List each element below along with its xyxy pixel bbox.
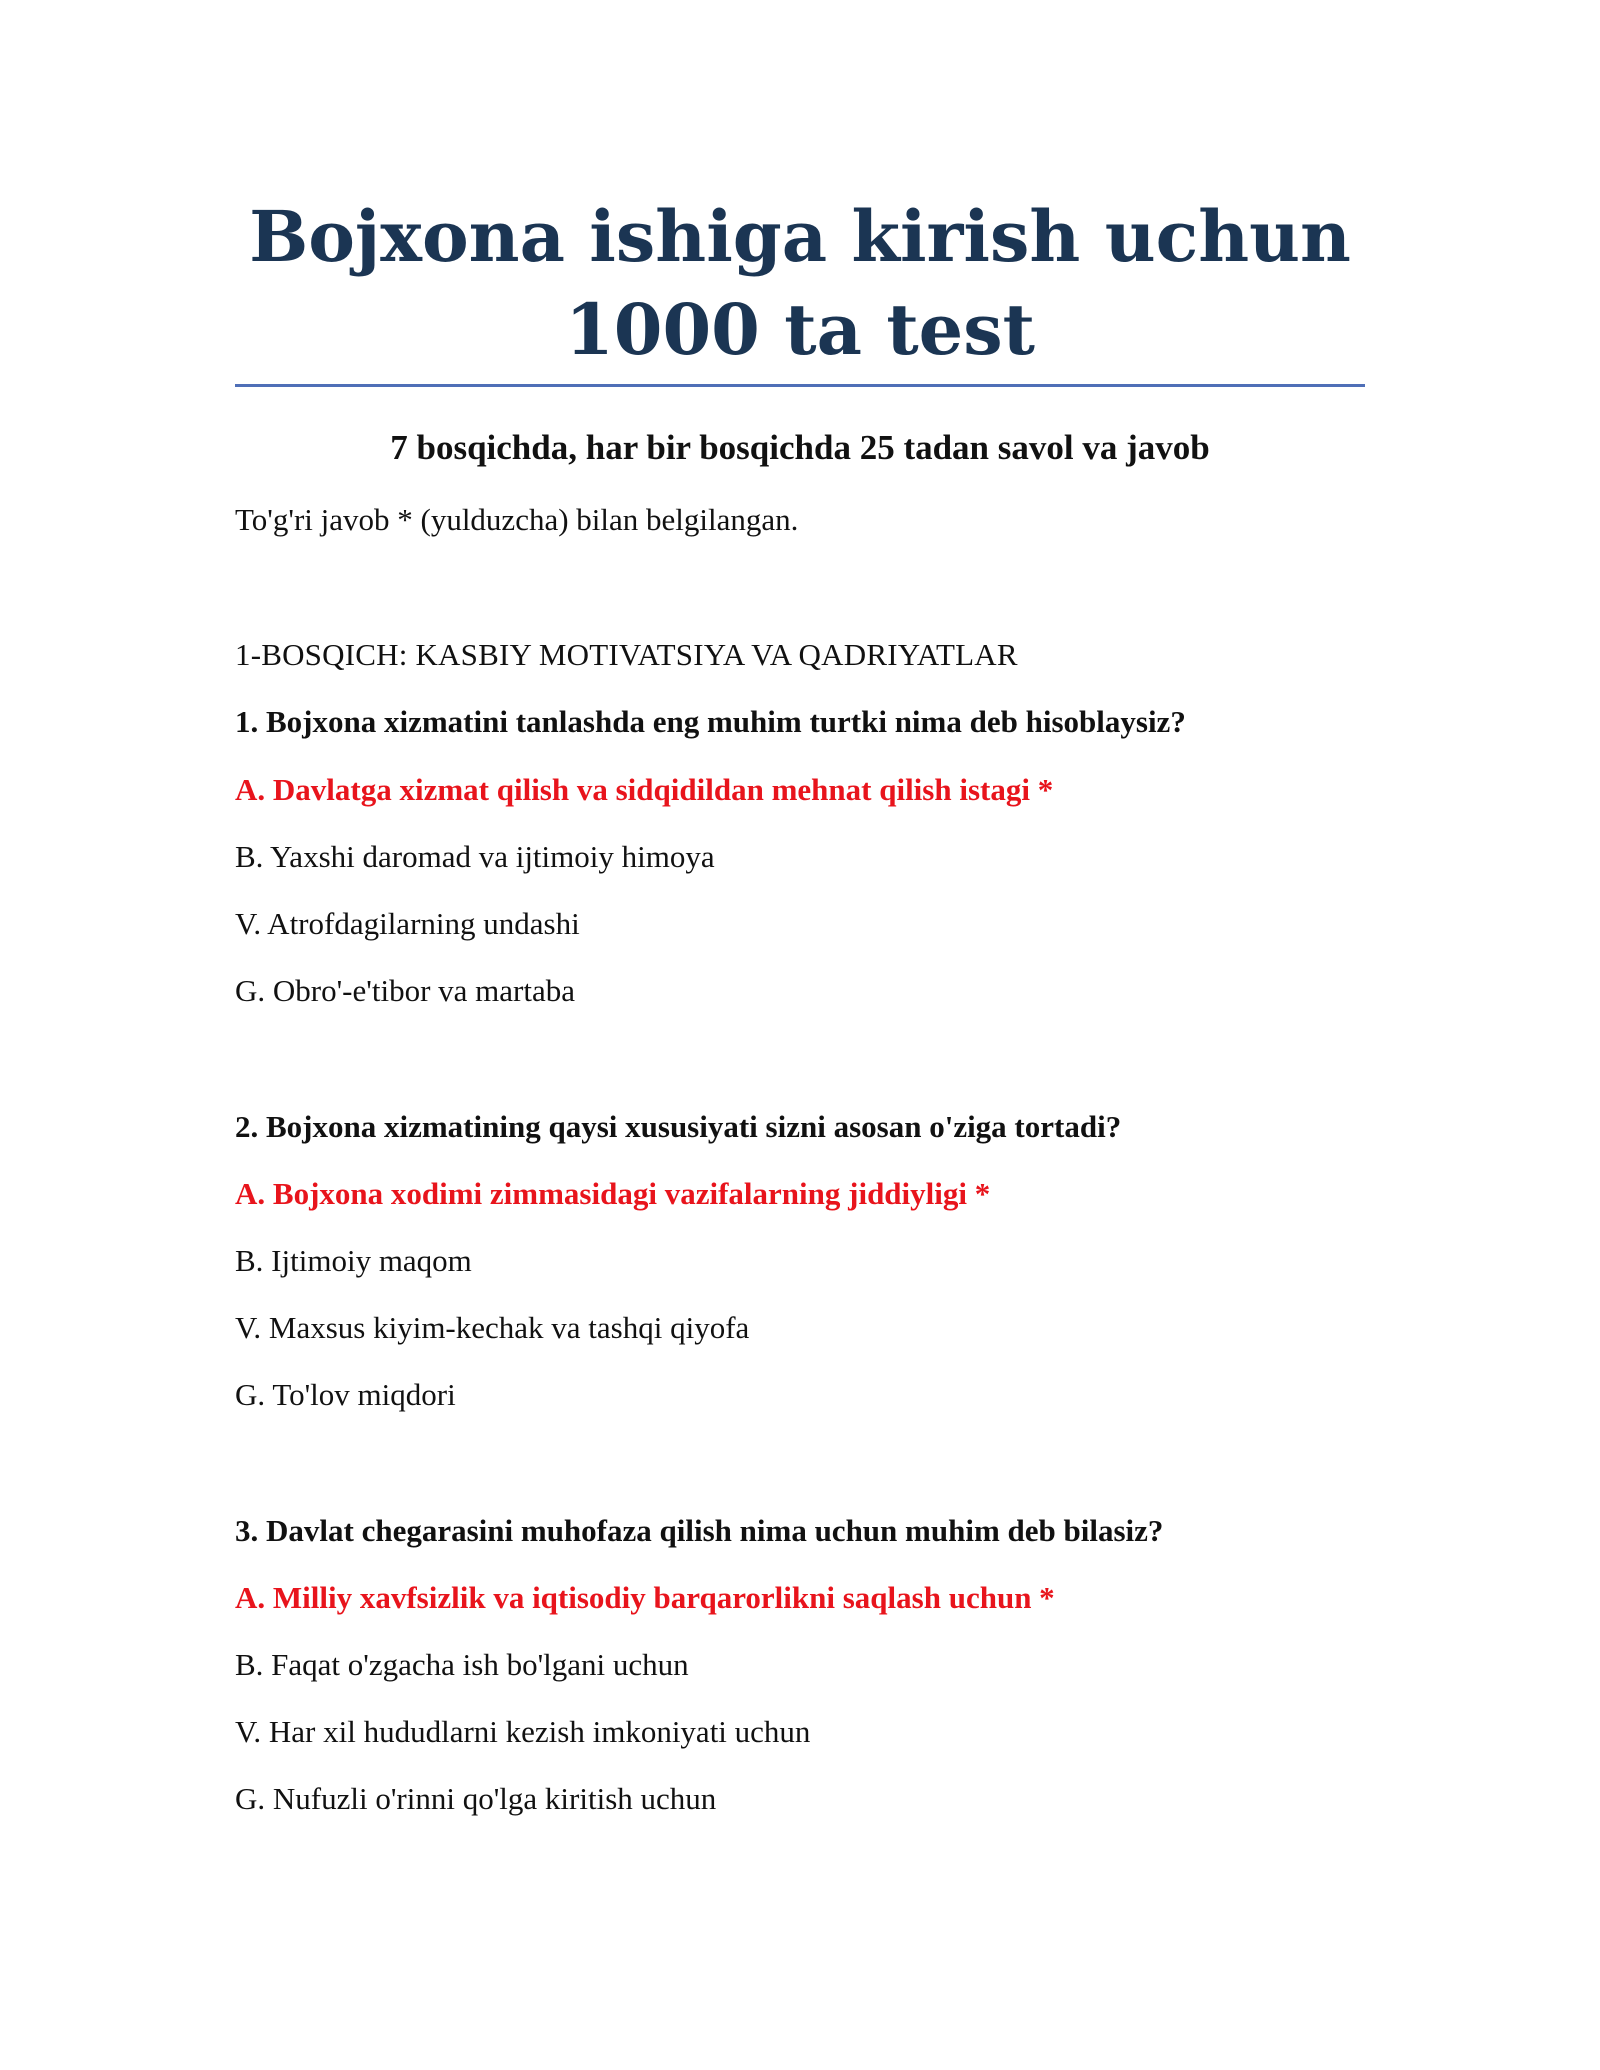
question-2-option-a-correct: A. Bojxona xodimi zimmasidagi vazifalarning jiddiyligi * [235,1176,991,1211]
question-1-option-v: V. Atrofdagilarning undashi [235,906,580,941]
question-1-option-a-correct: A. Davlatga xizmat qilish va sidqidildan mehnat qilish istagi * [235,772,1054,807]
question-3-option-a-correct: A. Milliy xavfsizlik va iqtisodiy barqarorlikni saqlash uchun * [235,1580,1055,1615]
question-2: 2. Bojxona xizmatining qaysi xususiyati sizni asosan o'ziga tortadi? [235,1109,1122,1144]
question-3-option-v: V. Har xil hududlarni kezish imkoniyati uchun [235,1714,811,1749]
question-2-option-g: G. To'lov miqdori [235,1377,456,1412]
answer-key-note: To'g'ri javob * (yulduzcha) bilan belgilangan. [235,502,799,537]
title-divider [235,384,1365,387]
question-1-option-b: B. Yaxshi daromad va ijtimoiy himoya [235,839,715,874]
question-1: 1. Bojxona xizmatini tanlashda eng muhim turtki nima deb hisoblaysiz? [235,704,1186,739]
question-3: 3. Davlat chegarasini muhofaza qilish nima uchun muhim deb bilasiz? [235,1513,1164,1548]
document-title-line-1: Bojxona ishiga kirish uchun [249,195,1351,278]
document-title-line-2: 1000 ta test [565,288,1035,371]
section-heading: 1-BOSQICH: KASBIY MOTIVATSIYA VA QADRIYATLAR [235,637,1018,672]
question-3-option-g: G. Nufuzli o'rinni qo'lga kiritish uchun [235,1781,717,1816]
question-2-option-v: V. Maxsus kiyim-kechak va tashqi qiyofa [235,1310,750,1345]
question-2-option-b: B. Ijtimoiy maqom [235,1243,472,1278]
document-subtitle: 7 bosqichda, har bir bosqichda 25 tadan savol va javob [390,428,1210,467]
question-1-option-g: G. Obro'-e'tibor va martaba [235,973,575,1008]
question-3-option-b: B. Faqat o'zgacha ish bo'lgani uchun [235,1647,689,1682]
